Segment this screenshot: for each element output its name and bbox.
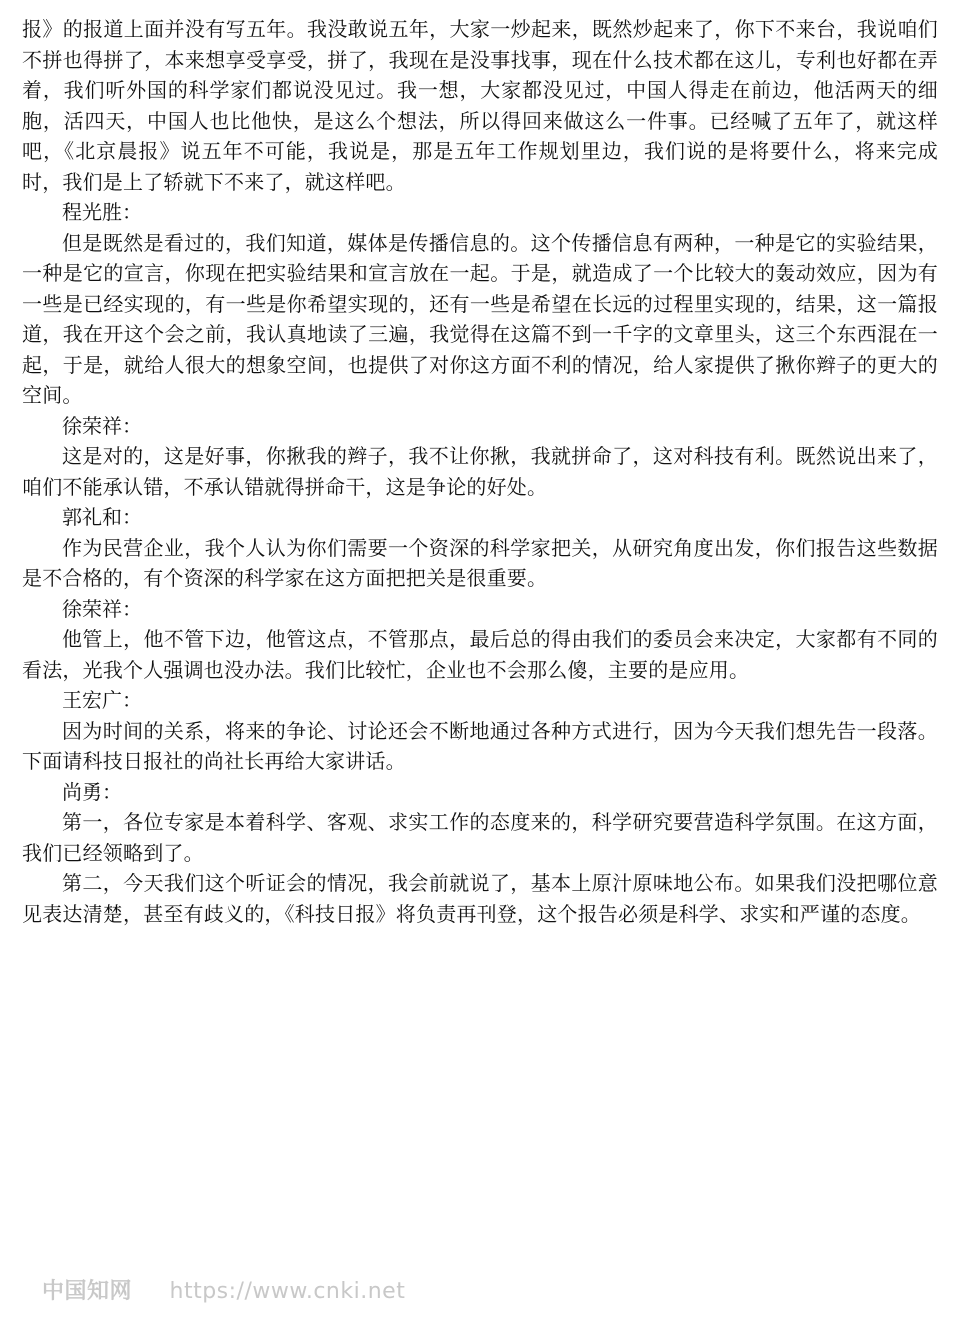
paragraph: 他管上，他不管下边，他管这点，不管那点，最后总的得由我们的委员会来决定，大家都有不同的看法，光我个人强调也没办法。我们比较忙，企业也不会那么傻，主要的是应用。 (22, 627, 938, 682)
document-body (22, 14, 938, 929)
site-url: https://www.cnki.net (169, 1279, 406, 1304)
site-name: 中国知网 (42, 1279, 133, 1304)
speaker-name: 徐荣祥： (62, 413, 142, 438)
speaker-name: 郭礼和： (62, 505, 142, 529)
paragraph: 但是既然是看过的，我们知道，媒体是传播信息的。这个传播信息有两种，一种是它的实验结果，一种是它的宣言，你现在把实验结果和宣言放在一起。于是，就造成了一个比较大的轰动效应，因为有一些是已经实现的，有一些是你希望实现的，还有一些是希望在长远的过程里实现的，结果，这一篇报道，我在开这个会之前，我认真地读了三遍，我觉得在这篇不到一千字的文章里头，这三个东西混在一起，于是，就给人很大的想象空间，也提供了对你这方面不利的情况，给人家提供了揪你辫子的更大的空间。 (22, 230, 938, 407)
speaker-name: 尚勇： (62, 779, 122, 804)
speaker-name: 程光胜： (62, 200, 142, 224)
watermark-footer (42, 1274, 405, 1305)
speaker-name: 王宏广： (62, 688, 142, 712)
paragraph: 作为民营企业，我个人认为你们需要一个资深的科学家把关，从研究角度出发，你们报告这些数据是不合格的，有个资深的科学家在这方面把把关是很重要。 (22, 535, 938, 590)
speaker-name: 徐荣祥： (62, 596, 142, 621)
paragraph: 第二，今天我们这个听证会的情况，我会前就说了，基本上原汁原味地公布。如果我们没把哪位意见表达清楚，甚至有歧义的，《科技日报》将负责再刊登，这个报告必须是科学、求实和严谨的态度。 (22, 871, 938, 926)
paragraph: 这是对的，这是好事，你揪我的辫子，我不让你揪，我就拼命了，这对科技有利。既然说出来了，咱们不能承认错，不承认错就得拼命干，这是争论的好处。 (22, 444, 938, 499)
paragraph: 第一，各位专家是本着科学、客观、求实工作的态度来的，科学研究要营造科学氛围。在这方面，我们已经领略到了。 (22, 810, 938, 865)
paragraph: 报》的报道上面并没有写五年。我没敢说五年，大家一炒起来，既然炒起来了，你下不来台，我说咱们不拼也得拼了，本来想享受享受，拼了，我现在是没事找事，现在什么技术都在这儿，专利也好都在弄着，我们听外国的科学家们都说没见过。我一想，大家都没见过，中国人得走在前边，他活两天的细胞，活四天，中国人也比他快，是这么个想法，所以得回来做这么一件事。已经喊了五年了，就这样吧，《北京晨报》说五年不可能，我说是，那是五年工作规划里边，我们说的是将要什么，将来完成时，我们是上了轿就下不来了，就这样吧。 (22, 17, 938, 194)
paragraph: 因为时间的关系，将来的争论、讨论还会不断地通过各种方式进行，因为今天我们想先告一段落。下面请科技日报社的尚社长再给大家讲话。 (22, 718, 938, 773)
